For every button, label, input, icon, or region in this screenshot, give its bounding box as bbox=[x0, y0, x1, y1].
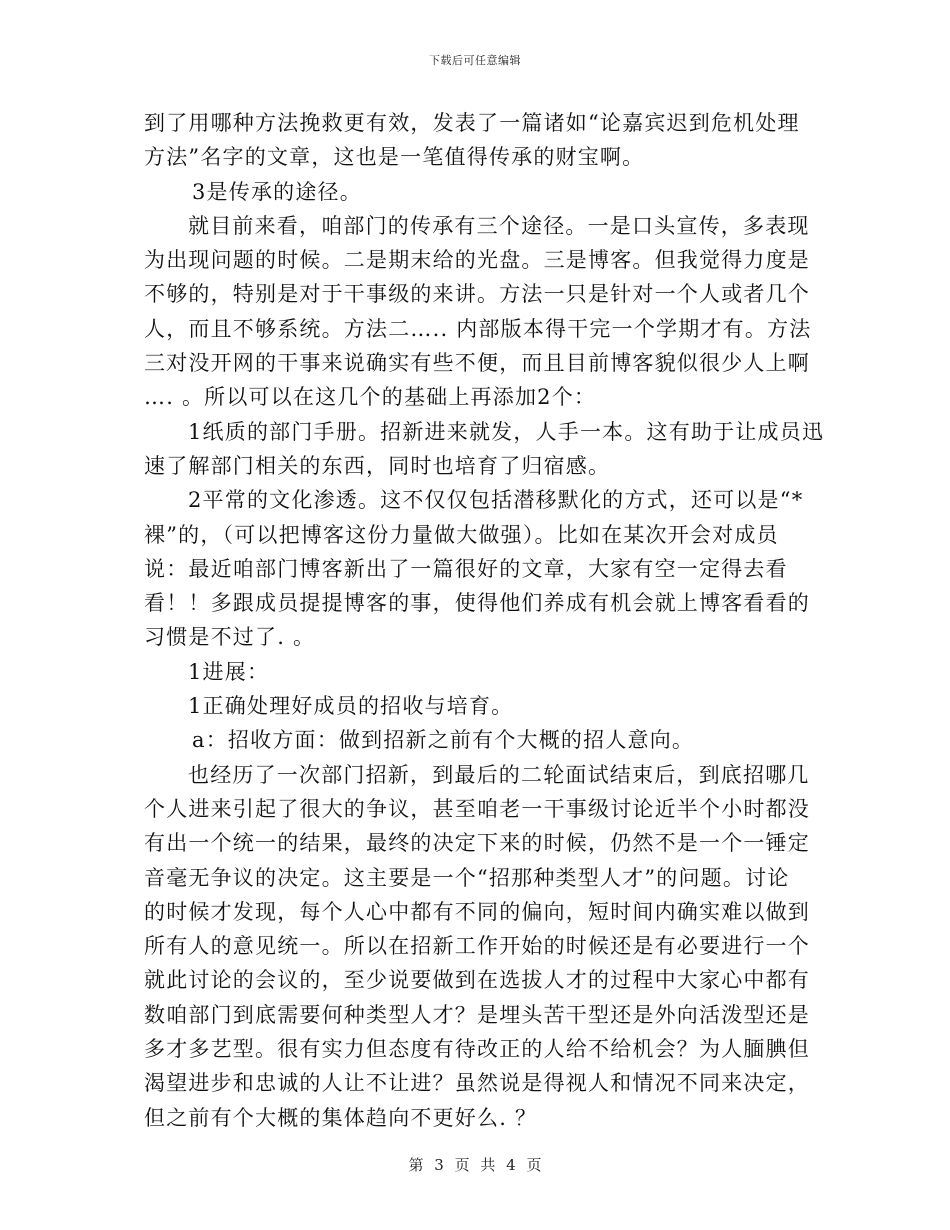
text-line: 2平常的文化渗透。这不仅仅包括潜移默化的方式，还可以是“* bbox=[188, 488, 804, 513]
text-line: 1进展： bbox=[188, 659, 270, 684]
text-line: 方法”名字的文章，这也是一笔值得传承的财宝啊。 bbox=[144, 145, 645, 170]
text-line: 不够的，特别是对于干事级的来讲。方法一只是针对一个人或者几个 bbox=[144, 282, 810, 307]
text-line: a：招收方面：做到招新之前有个大概的招人意向。 bbox=[192, 728, 695, 753]
text-line: …. 。所以可以在这几个的基础上再添加2个： bbox=[144, 385, 597, 410]
text-line: 音毫无争议的决定。这主要是一个“招那种类型人才”的问题。讨论 bbox=[144, 865, 790, 890]
text-line: 说：最近咱部门博客新出了一篇很好的文章，大家有空一定得去看 bbox=[144, 556, 788, 581]
text-line: 就目前来看，咱部门的传承有三个途径。一是口头宣传，多表现 bbox=[188, 213, 810, 238]
text-line: 到了用哪种方法挽救更有效，发表了一篇诸如“论嘉宾迟到危机处理 bbox=[144, 111, 800, 135]
text-line: 为出现问题的时候。二是期末给的光盘。三是博客。但我觉得力度是 bbox=[144, 248, 810, 273]
text-line: 就此讨论的会议的，至少说要做到在选拔人才的过程中大家心中都有 bbox=[144, 968, 810, 993]
text-line: 3是传承的途径。 bbox=[192, 179, 362, 204]
text-line: 渴望进步和忠诚的人让不让进？虽然说是得视人和情况不同来决定， bbox=[144, 1071, 810, 1096]
text-line: 裸”的，（可以把博客这份力量做大做强）。比如在某次开会对成员 bbox=[144, 522, 779, 547]
text-line: 习惯是不过了. 。 bbox=[144, 625, 316, 650]
text-line: 的时候才发现，每个人心中都有不同的偏向，短时间内确实难以做到 bbox=[144, 899, 810, 924]
text-line: 但之前有个大概的集体趋向不更好么. ？ bbox=[144, 1105, 538, 1130]
text-line: 速了解部门相关的东西，同时也培育了归宿感。 bbox=[144, 453, 611, 478]
text-line: 人，而且不够系统。方法二….. 内部版本得干完一个学期才有。方法 bbox=[144, 316, 812, 341]
text-line: 所有人的意见统一。所以在招新工作开始的时候还是有必要进行一个 bbox=[144, 934, 810, 959]
document-body bbox=[144, 106, 825, 1135]
text-line: 有出一个统一的结果，最终的决定下来的时候，仍然不是一个一锤定 bbox=[144, 831, 810, 856]
text-line: 数咱部门到底需要何种类型人才？是埋头苦干型还是外向活泼型还是 bbox=[144, 1002, 810, 1027]
text-line: 三对没开网的干事来说确实有些不便，而且目前博客貌似很少人上啊 bbox=[144, 351, 810, 376]
text-line: 多才多艺型。很有实力但态度有待改正的人给不给机会？为人腼腆但 bbox=[144, 1037, 810, 1062]
text-line: 1正确处理好成员的招收与培育。 bbox=[188, 694, 514, 719]
text-line: 也经历了一次部门招新，到最后的二轮面试结束后，到底招哪几 bbox=[188, 762, 810, 787]
text-line: 个人进来引起了很大的争议，甚至咱老一干事级讨论近半个小时都没 bbox=[144, 796, 810, 821]
page-header: 下载后可任意编辑 bbox=[429, 54, 521, 67]
text-line: 看！！多跟成员提提博客的事，使得他们养成有机会就上博客看看的 bbox=[144, 591, 810, 616]
page-footer: 第 3 页 共 4 页 bbox=[408, 1156, 542, 1174]
text-line: 1纸质的部门手册。招新进来就发，人手一本。这有助于让成员迅 bbox=[188, 419, 825, 444]
